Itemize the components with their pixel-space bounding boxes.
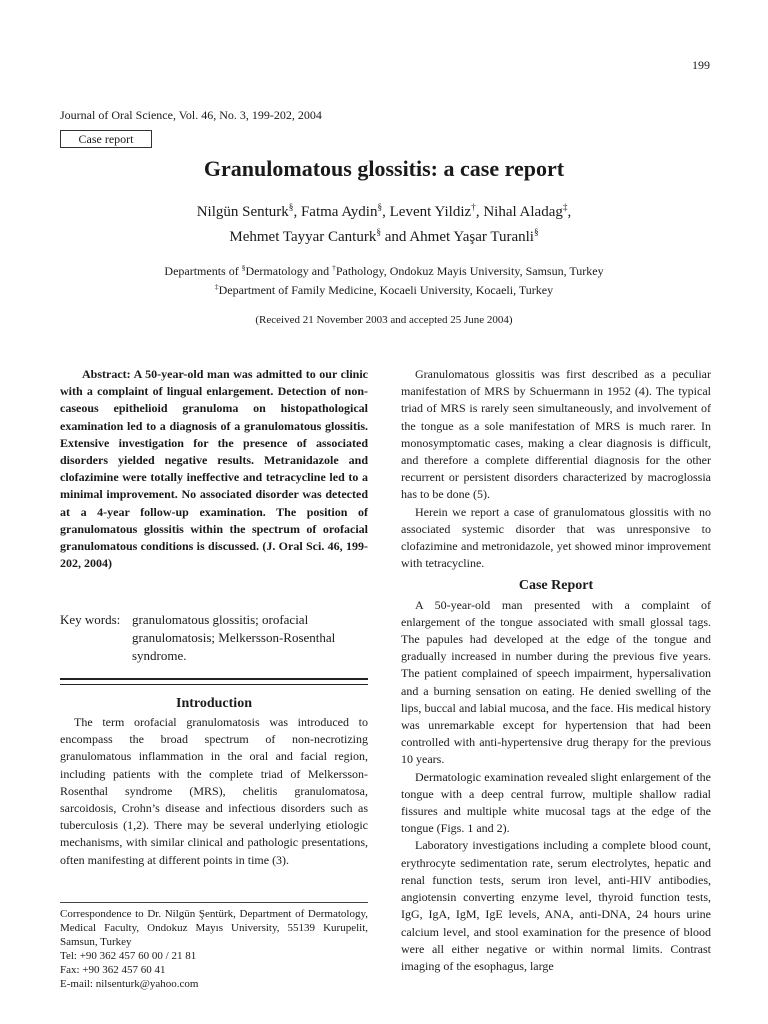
introduction-paragraph: The term orofacial granulomatosis was introduced to encompass the broad spectrum of non-necrotizing granulomatous inflammation in the oral and facial region, including patients with the complete triad of Melkersson-Rosenthal syndrome (MRS), chelitis granulomatosa, sarcoidosis, Crohn’s disease and infectious disorders such as tuberculosis (1,2). There may be several underlying etiologic mechanisms, with similar clinical and pathologic presentations, often manifesting at different points in time (3). bbox=[60, 715, 368, 867]
body-paragraph: Dermatologic examination revealed slight enlargement of the tongue with a deep central furrow, multiple shallow radial fissures and multiple white mucosal tags at the edge of the tongue (Figs. 1 and 2). bbox=[401, 769, 711, 836]
author-affiliation-mark: † bbox=[471, 203, 476, 213]
affiliation-mark: † bbox=[332, 263, 336, 272]
author-name: Mehmet Tayyar Canturk bbox=[229, 229, 377, 245]
footnote-divider bbox=[60, 902, 368, 903]
author-affiliation-mark: § bbox=[533, 228, 539, 238]
keywords-label: Key words: bbox=[60, 612, 121, 627]
author-name: Ahmet Yaşar Turanli bbox=[409, 229, 534, 245]
correspondence-address: Correspondence to Dr. Nilgün Şentürk, Department of Dermatology, Medical Faculty, Ondokuz Mayıs University, 55139 Kurupelit, Samsun, Turkey bbox=[60, 908, 368, 948]
keywords bbox=[60, 611, 368, 665]
author-name: Levent Yildiz bbox=[389, 204, 472, 220]
section-divider-thin bbox=[60, 684, 368, 685]
keywords-list: granulomatous glossitis; orofacial granulomatosis; Melkersson-Rosenthal syndrome. bbox=[132, 612, 336, 663]
author-affiliation-mark: ‡ bbox=[562, 203, 568, 213]
affiliations bbox=[0, 262, 768, 300]
author-separator: , bbox=[567, 204, 572, 220]
author-name: Fatma Aydin bbox=[300, 204, 378, 220]
author-separator: , bbox=[382, 204, 390, 220]
author-affiliation-mark: § bbox=[288, 203, 294, 213]
affiliation-text: Dermatology and bbox=[245, 264, 333, 278]
affiliation-mark: ‡ bbox=[214, 282, 219, 291]
case-report-heading: Case Report bbox=[518, 578, 594, 594]
received-dates: (Received 21 November 2003 and accepted 25 June 2004) bbox=[255, 314, 513, 326]
journal-citation: Journal of Oral Science, Vol. 46, No. 3, 199-202, 2004 bbox=[60, 108, 322, 122]
introduction bbox=[60, 714, 368, 869]
correspondence-fax: Fax: +90 362 457 60 41 bbox=[60, 964, 166, 976]
section-divider bbox=[60, 678, 368, 680]
body-paragraph: Granulomatous glossitis was first described as a peculiar manifestation of MRS by Schuermann in 1952 (4). The typical triad of MRS is rarely seen simultaneously, and involvement of the tongue as a sole manifestation of MRS is much rarer. In monosymptomatic cases, making a clear diagnosis is difficult, and therefore a complete differential diagnosis for the other recurrent or persistent disorders characterized by macroglossia has to be done (5). bbox=[401, 367, 711, 502]
introduction-heading: Introduction bbox=[176, 696, 252, 711]
author-line-1 bbox=[0, 200, 768, 225]
author-affiliation-mark: § bbox=[376, 228, 381, 238]
affiliation-line-1 bbox=[0, 262, 768, 281]
page-number: 199 bbox=[692, 58, 710, 72]
author-line-2 bbox=[0, 225, 768, 250]
affiliation-text: Pathology, Ondokuz Mayis University, Samsun, Turkey bbox=[335, 264, 604, 278]
correspondence-tel: Tel: +90 362 457 60 00 / 21 81 bbox=[60, 950, 197, 962]
article-title: Granulomatous glossitis: a case report bbox=[203, 156, 565, 181]
abstract-text: Abstract: A 50-year-old man was admitted to our clinic with a complaint of lingual enlargement. Detection of non-caseous epithelioid granuloma on histopathological examination led to a diagnosis of a granulomatous glossitis. Extensive investigation for the presence of associated disorders yielded negative results. Metranidazole and clofazimine were totally ineffective and tetracycline led to a minimal improvement. No associated disorder was detected at a 4-year follow-up examination. The position of granulomatous glossitis within the spectrum of orofacial granulomatous conditions is discussed. (J. Oral Sci. 46, 199-202, 2004) bbox=[60, 367, 368, 571]
author-name: Nilgün Senturk bbox=[196, 204, 289, 220]
article-type-label: Case report bbox=[60, 130, 152, 148]
body-paragraph: A 50-year-old man presented with a complaint of enlargement of the tongue associated with small glossal tags. The papules had developed at the edge of the tongue and gradually increased in number during the previous five years. The patient complained of speech impairment, hypersalivation and a burning sensation on eating. He denied swelling of the lips, buccal and labial mucosa, and the face. His medical history was unremarkable except for hypertension that had been controlled with anti-hypertensive drug therapy for the previous 10 years. bbox=[401, 597, 711, 767]
author-separator: and bbox=[381, 229, 410, 245]
author-affiliation-mark: § bbox=[377, 203, 383, 213]
author-list bbox=[0, 200, 768, 250]
abstract bbox=[60, 366, 368, 572]
correspondence bbox=[60, 907, 368, 991]
correspondence-email: E-mail: nilsenturk@yahoo.com bbox=[60, 978, 199, 990]
affiliation-text: Departments of bbox=[164, 264, 242, 278]
body-paragraph: Laboratory investigations including a complete blood count, erythrocyte sedimentation rate, serum electrolytes, hepatic and renal function tests, serum iron level, anti-HIV antibodies, angiotensin converting enzyme level, thyroid function tests, IgG, IgA, IgM, IgE levels, ANA, anti-DNA, 24 hours urine calcium level, and stool examination for the presence of blood were all either negative or within normal limits. Contrast imaging of the esophagus, large bbox=[401, 838, 711, 973]
author-separator: , bbox=[293, 204, 301, 220]
author-name: Nihal Aladag bbox=[483, 204, 563, 220]
affiliation-mark: § bbox=[241, 263, 246, 272]
author-separator: , bbox=[475, 204, 484, 220]
affiliation-line-2 bbox=[0, 281, 768, 300]
body-paragraph: Herein we report a case of granulomatous glossitis with no associated systemic disorder that was unresponsive to clofazimine and metronidazole, yet showed minor improvement with tetracycline. bbox=[401, 504, 711, 571]
affiliation-text: Department of Family Medicine, Kocaeli University, Kocaeli, Turkey bbox=[218, 283, 554, 297]
right-column bbox=[401, 366, 711, 975]
